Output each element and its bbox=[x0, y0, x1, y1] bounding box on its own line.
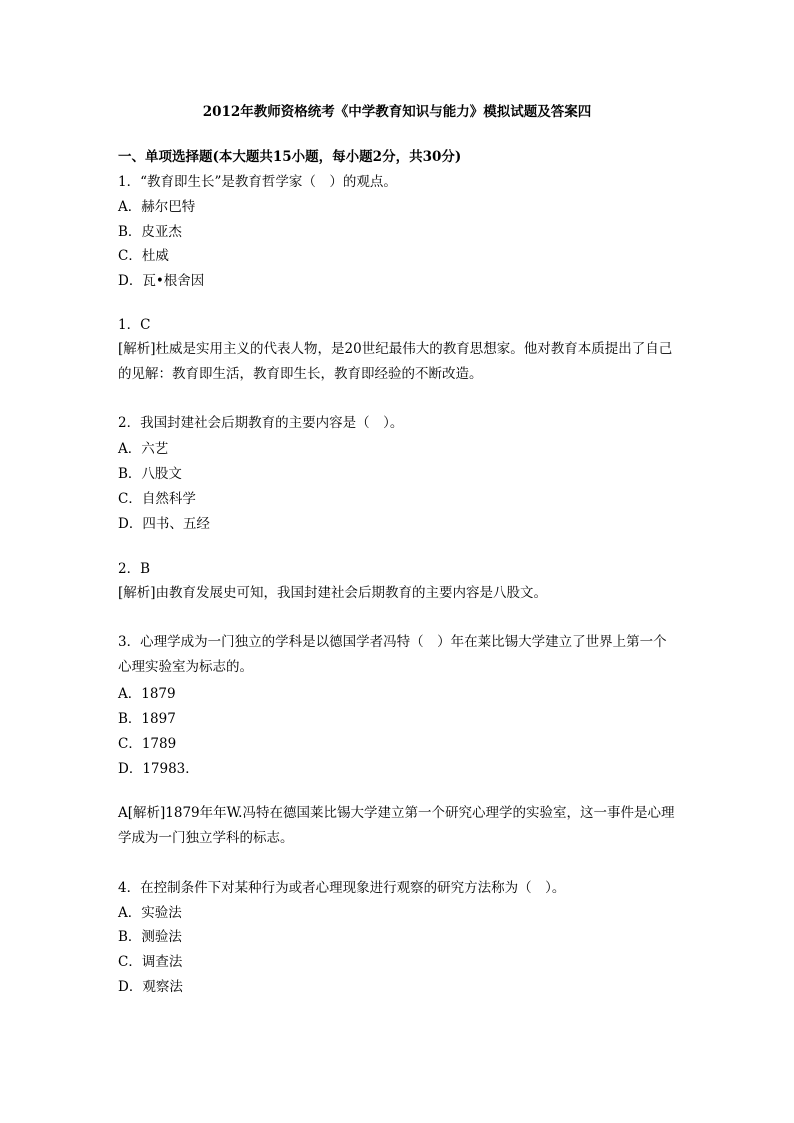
option-b: B．皮亚杰 bbox=[118, 224, 182, 240]
option-b: B．测验法 bbox=[118, 929, 182, 945]
option-c: C．杜威 bbox=[118, 248, 169, 264]
answer: 2．B bbox=[118, 561, 151, 577]
option-d: D．17983． bbox=[118, 761, 199, 777]
section-heading: 一、单项选择题(本大题共15小题，每小题2分，共30分) bbox=[118, 149, 462, 165]
option-b: B．八股文 bbox=[118, 466, 182, 482]
option-a: A．六艺 bbox=[118, 441, 169, 457]
document-title: 2012年教师资格统考《中学教育知识与能力》模拟试题及答案四 bbox=[202, 104, 592, 120]
analysis: [解析]杜威是实用主义的代表人物，是20世纪最伟大的教育思想家。他对教育本质提出了自己的见解：教育即生活，教育即生长，教育即经验的不断改造。 bbox=[118, 341, 673, 382]
option-d: D．四书、五经 bbox=[118, 516, 210, 532]
answer: 1．C bbox=[118, 317, 151, 333]
question-stem: 1．“教育即生长”是教育哲学家（ ）的观点。 bbox=[118, 174, 397, 190]
option-c: C．调查法 bbox=[118, 954, 183, 970]
option-a: A．1879 bbox=[118, 686, 176, 702]
option-c: C．1789 bbox=[118, 736, 177, 752]
option-d: D．观察法 bbox=[118, 979, 183, 995]
analysis: [解析]由教育发展史可知，我国封建社会后期教育的主要内容是八股文。 bbox=[118, 585, 548, 601]
option-c: C．自然科学 bbox=[118, 491, 196, 507]
option-b: B．1897 bbox=[118, 711, 176, 727]
option-a: A．赫尔巴特 bbox=[118, 199, 196, 215]
option-a: A．实验法 bbox=[118, 905, 182, 921]
question-stem: 4．在控制条件下对某种行为或者心理现象进行观察的研究方法称为（ ）。 bbox=[118, 880, 566, 896]
option-d: D．瓦•根舍因 bbox=[118, 273, 205, 289]
question-stem: 3．心理学成为一门独立的学科是以德国学者冯特（ ）年在莱比锡大学建立了世界上第一个心理实验室为标志的。 bbox=[118, 634, 667, 675]
question-stem: 2．我国封建社会后期教育的主要内容是（ ）。 bbox=[118, 415, 404, 431]
analysis: A[解析]1879年年W.冯特在德国莱比锡大学建立第一个研究心理学的实验室，这一事件是心理学成为一门独立学科的标志。 bbox=[118, 805, 675, 846]
